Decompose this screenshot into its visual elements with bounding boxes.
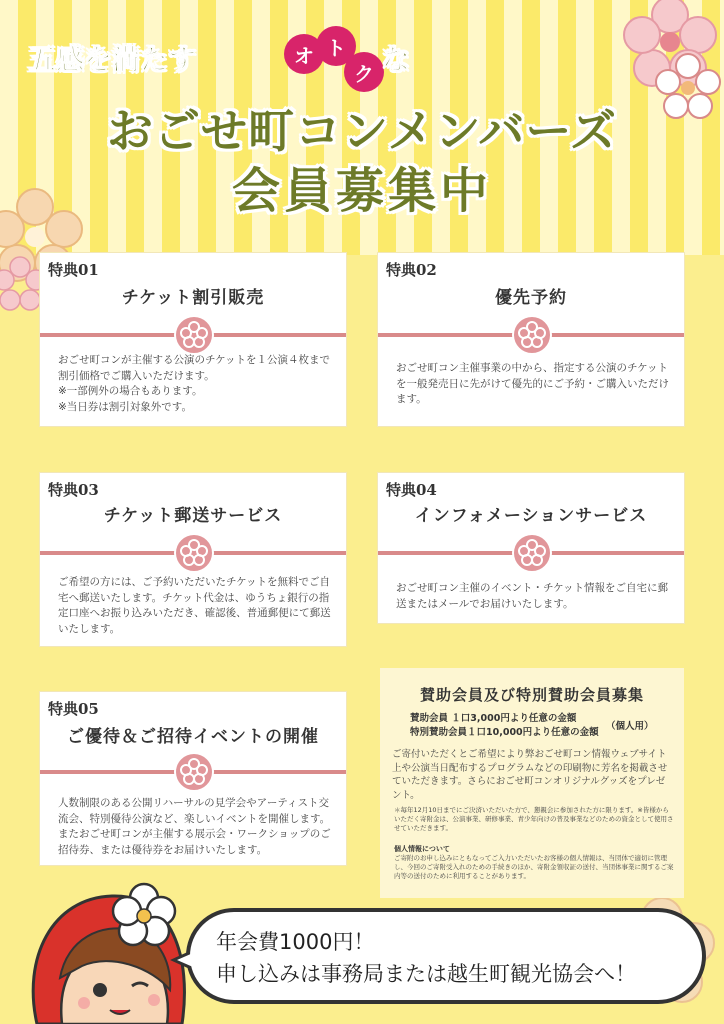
sponsor-title: 賛助会員及び特別賛助会員募集 [419, 686, 644, 704]
benefit-number: 特典01 [48, 261, 99, 279]
benefit-card-05 [40, 692, 346, 865]
catch-copy-post: な [382, 43, 411, 76]
mascot-character [22, 878, 192, 1024]
benefit-title: インフォメーションサービス [414, 506, 648, 526]
otoku-char: ク [344, 52, 384, 92]
benefit-number: 特典04 [386, 481, 437, 499]
benefit-title: ご優待＆ご招待イベントの開催 [67, 727, 319, 747]
benefit-title: チケット割引販売 [121, 288, 265, 308]
benefit-card-03 [40, 473, 346, 646]
privacy-heading: 個人情報について [394, 845, 450, 853]
mizuhiki-knot-icon [512, 533, 552, 573]
benefit-text: おごせ町コンが主催する公演のチケットを１公演４枚まで割引価格でご購入いただけます。 [58, 354, 331, 382]
benefit-number: 特典03 [48, 481, 99, 499]
sponsor-rate: 賛助会員 １口3,000円より任意の金額 [410, 713, 577, 724]
benefit-text: ※当日券は割引対象外です。 [58, 400, 192, 413]
benefit-body [58, 575, 332, 637]
otoku-char: オ [284, 34, 324, 74]
benefit-card-04 [378, 473, 684, 623]
sponsor-rates [410, 712, 599, 740]
sponsor-membership-box [380, 668, 684, 898]
benefit-body [396, 581, 670, 612]
benefit-number: 特典02 [386, 261, 437, 279]
benefit-body [58, 796, 332, 858]
page-title: おごせ町コンメンバーズ [106, 104, 618, 158]
benefit-title: チケット郵送サービス [103, 506, 283, 526]
annual-fee-text: 年会費1000円！ [216, 930, 375, 954]
mizuhiki-knot-icon [512, 315, 552, 355]
otoku-char: ト [316, 26, 356, 66]
privacy-text: ご寄附のお申し込みにともなってご入力いただいたお客様の個人情報は、当団体で適切に管理し、今回のご寄附受入れのための手続きのほか、寄附金領収証の送付、当団体事業に関するご案内等の送付のために利用することがあります。 [394, 854, 674, 880]
benefit-body [396, 361, 670, 408]
page-subtitle: 会員募集中 [231, 163, 492, 219]
benefit-text: おごせ町コン主催事業の中から、指定する公演のチケットを一般発売日に先がけて優先的にご予約・ご購入いただけます。 [396, 362, 669, 405]
speech-bubble-tail-fill [177, 953, 193, 967]
mizuhiki-knot-icon [174, 752, 214, 792]
benefit-card-02 [378, 253, 684, 426]
mizuhiki-knot-icon [174, 533, 214, 573]
benefit-text: ※一部例外の場合もあります。 [58, 385, 203, 397]
application-text: 申し込みは事務局または越生町観光協会へ！ [216, 962, 636, 986]
benefit-number: 特典05 [48, 700, 99, 718]
benefit-card-01 [40, 253, 346, 426]
personal-label: （個人用） [606, 721, 654, 732]
catch-copy [28, 35, 428, 98]
benefit-text: ご希望の方には、ご予約いただいたチケットを無料でご自宅へ郵送いたします。チケット代金は、ゆうちょ銀行の指定口座へお振り込みいただき、確認後、普通郵便にて郵送いたします。 [58, 576, 331, 635]
speech-bubble [186, 908, 706, 1004]
special-sponsor-rate: 特別賛助会員１口10,000円より任意の金額 [410, 727, 599, 738]
benefit-text: 人数制限のある公開リハーサルの見学会やアーティスト交流会、特別優待公演など、楽しいイベントを開催します。またおごせ町コンが主催する展示会・ワークショップのご招待券、または優待券をお届けいたします。 [58, 797, 331, 856]
benefit-title: 優先予約 [495, 288, 567, 308]
benefit-text: おごせ町コン主催のイベント・チケット情報をご自宅に郵送またはメールでお届けいたします。 [396, 582, 669, 610]
benefit-body [58, 353, 332, 415]
mizuhiki-knot-icon [174, 315, 214, 355]
sponsor-note: ＊毎年12月10日までにご決済いただいた方で、懇親会に参加された方に限ります。※皆様からいただく寄附金は、公演事業、研修事業、青少年向けの普及事業などのための資金として使用させていただきます。 [394, 806, 674, 832]
catch-copy-pre: 五感を満たす [28, 43, 197, 76]
sponsor-description: ご寄付いただくとご希望により弊おごせ町コン情報ウェブサイト上や公演当日配布するプログラムなどの印刷物に芳名を掲載させていただきます。さらにおごせ町コンオリジナルグッズをプレゼント。 [392, 749, 668, 801]
